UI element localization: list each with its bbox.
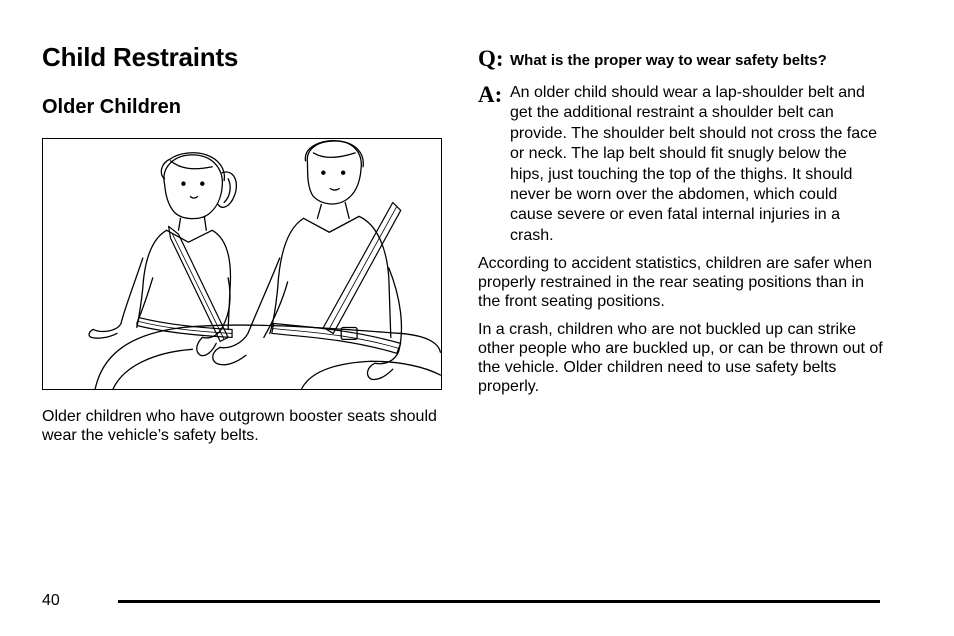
paragraph-accident-statistics: According to accident statistics, children are safer when properly restrained in the rear seating positions than in the front seating positions. [478,255,872,310]
footer-divider [118,600,880,603]
question-row [478,46,898,74]
children-wearing-safety-belts-illustration [42,138,442,390]
page-number: 40 [42,592,60,609]
question-text: What is the proper way to wear safety belts? [510,52,827,69]
illustration-caption: Older children who have outgrown booster seats should wear the vehicle’s safety belts. [42,408,437,444]
page-title: Child Restraints [42,42,239,72]
section-title-older-children: Older Children [42,96,181,118]
question-label: Q: [478,46,504,71]
answer-row [478,82,898,246]
boy-figure [213,141,402,380]
question-answer-block [478,46,898,246]
answer-text: An older child should wear a lap-shoulder belt and get the additional restraint a shoulder belt can provide. The shoulder belt should not cross the face or neck. The lap belt should fit snugly below the hips, just touching the top of the thighs. It should never be worn over the abdomen, which could cause severe or even fatal internal injuries in a crash. [510,84,878,244]
answer-label: A: [478,82,503,107]
paragraph-crash-risk: In a crash, children who are not buckled up can strike other people who are buckled up, or can be thrown out of the vehicle. Older children need to use safety belts properly. [478,321,883,395]
